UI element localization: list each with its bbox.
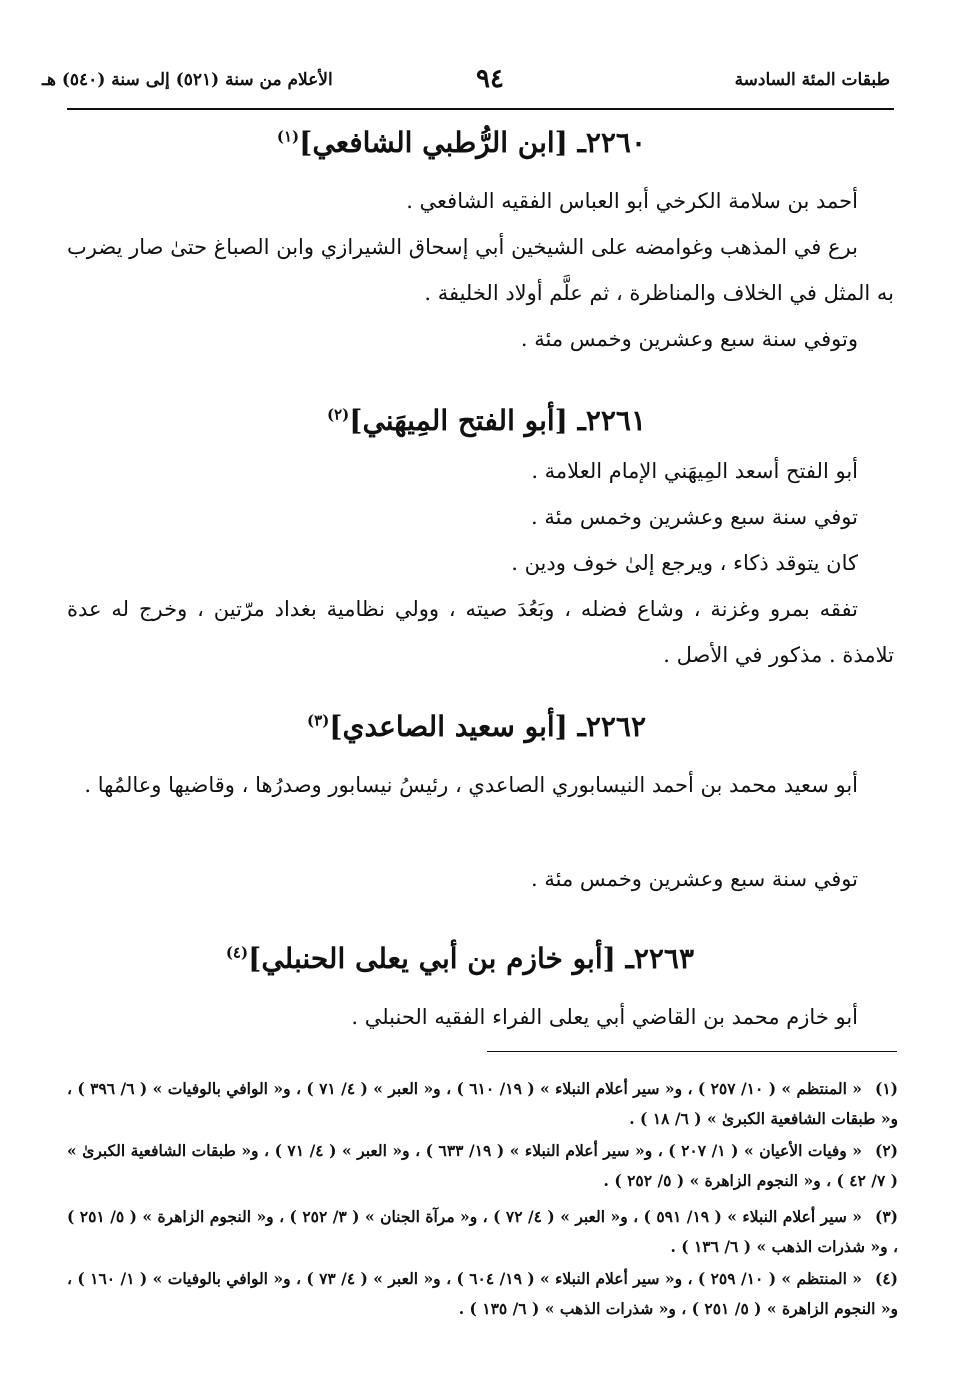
footnote-ref: (٤) [225, 943, 249, 962]
footnote-text: « وفيات الأعيان » ( ١/ ٢٠٧ ) ، و« سير أعلام النبلاء » ( ١٩/ ٦٣٣ ) ، و« العبر » ( ٤/ ٧١ ) ، و« طبقات الشافعية الكبرىٰ » ( ٧/ ٤٢ ) ، و« النجوم الزاهرة » ( ٥/ ٢٥٢ ) . [67, 1141, 898, 1190]
entry-paragraph: توفي سنة سبع وعشرين وخمس مئة . [531, 505, 858, 529]
entry-title-2263 [226, 942, 694, 975]
footnote-rule [487, 1051, 897, 1052]
footnote-text: « المنتظم » ( ١٠/ ٢٥٩ ) ، و« سير أعلام النبلاء » ( ١٩/ ٦٠٤ ) ، و« العبر » ( ٤/ ٧٣ ) ، و« الوافي بالوفيات » ( ١/ ١٦٠ ) ، و« النجوم الزاهرة » ( ٥/ ٢٥١ ) ، و« شذرات الذهب » ( ٦/ ١٣٥ ) . [67, 1269, 898, 1318]
entry-paragraph: أبو سعيد محمد بن أحمد النيسابوري الصاعدي ، رئيسُ نيسابور وصدرُها ، وقاضيها وعالمُها . [84, 773, 858, 797]
footnote-4 [67, 1264, 898, 1324]
entry-paragraph: تفقه بمرو وغزنة ، وشاع فضله ، وبَعُدَ صيته ، وولي نظامية بغداد مرّتين ، وخرج له عدة تلامذة . مذكور في الأصل . [67, 597, 894, 667]
footnote-3 [67, 1202, 898, 1262]
entry-paragraph: توفي سنة سبع وعشرين وخمس مئة . [531, 867, 858, 891]
footnote-ref: (٣) [307, 711, 330, 730]
footnote-ref: (١) [276, 127, 300, 146]
entry-title-text: ٢٢٦٠ـ [ابن الرُّطبي الشافعي] [299, 126, 646, 159]
footnote-text: « سير أعلام النبلاء » ( ١٩/ ٥٩١ ) ، و« العبر » ( ٤/ ٧٢ ) ، و« مرآة الجنان » ( ٣/ ٢٥٢ ) ، و« النجوم الزاهرة » ( ٥/ ٢٥١ ) ، و« شذرات الذهب » ( ٦/ ١٣٦ ) . [67, 1207, 898, 1256]
running-header-right: طبقات المئة السادسة [734, 70, 890, 90]
entry-paragraph: أبو الفتح أسعد المِيهَني الإمام العلامة . [531, 459, 858, 483]
entry-title-2262 [307, 710, 646, 743]
entry-title-text: ٢٢٦١ـ [أبو الفتح المِيهَني] [349, 404, 646, 437]
entry-paragraph: أحمد بن سلامة الكرخي أبو العباس الفقيه الشافعي . [406, 189, 858, 213]
entry-paragraph: وتوفي سنة سبع وعشرين وخمس مئة . [520, 327, 858, 351]
header-rule [67, 108, 894, 110]
entry-title-2261 [327, 404, 646, 437]
footnote-number: (١) [874, 1079, 898, 1098]
entry-paragraph: كان يتوقد ذكاء ، ويرجع إلىٰ خوف ودين . [511, 551, 858, 575]
entry-paragraph: أبو خازم محمد بن القاضي أبي يعلى الفراء الفقيه الحنبلي . [351, 1005, 858, 1029]
footnote-1 [67, 1074, 898, 1134]
footnote-number: (٣) [874, 1207, 898, 1226]
footnote-number: (٢) [874, 1141, 898, 1160]
entry-title-text: ٢٢٦٣ـ [أبو خازم بن أبي يعلى الحنبلي] [248, 942, 694, 975]
entry-paragraph: برع في المذهب وغوامضه على الشيخين أبي إسحاق الشيرازي وابن الصباغ حتىٰ صار يضرب به المثل في الخلاف والمناظرة ، ثم علَّم أولاد الخليفة . [67, 235, 894, 305]
footnote-text: « المنتظم » ( ١٠/ ٢٥٧ ) ، و« سير أعلام النبلاء » ( ١٩/ ٦١٠ ) ، و« العبر » ( ٤/ ٧١ ) ، و« الوافي بالوفيات » ( ٦/ ٣٩٦ ) ، و« طبقات الشافعية الكبرىٰ » ( ٦/ ١٨ ) . [67, 1079, 898, 1128]
footnote-2 [67, 1136, 898, 1196]
page-number: ٩٤ [476, 64, 504, 94]
footnote-ref: (٢) [326, 405, 350, 424]
footnote-number: (٤) [874, 1269, 898, 1288]
running-header-left: الأعلام من سنة (٥٢١) إلى سنة (٥٤٠) هـ [42, 70, 333, 90]
entry-title-2260 [277, 126, 646, 159]
entry-title-text: ٢٢٦٢ـ [أبو سعيد الصاعدي] [329, 710, 646, 743]
